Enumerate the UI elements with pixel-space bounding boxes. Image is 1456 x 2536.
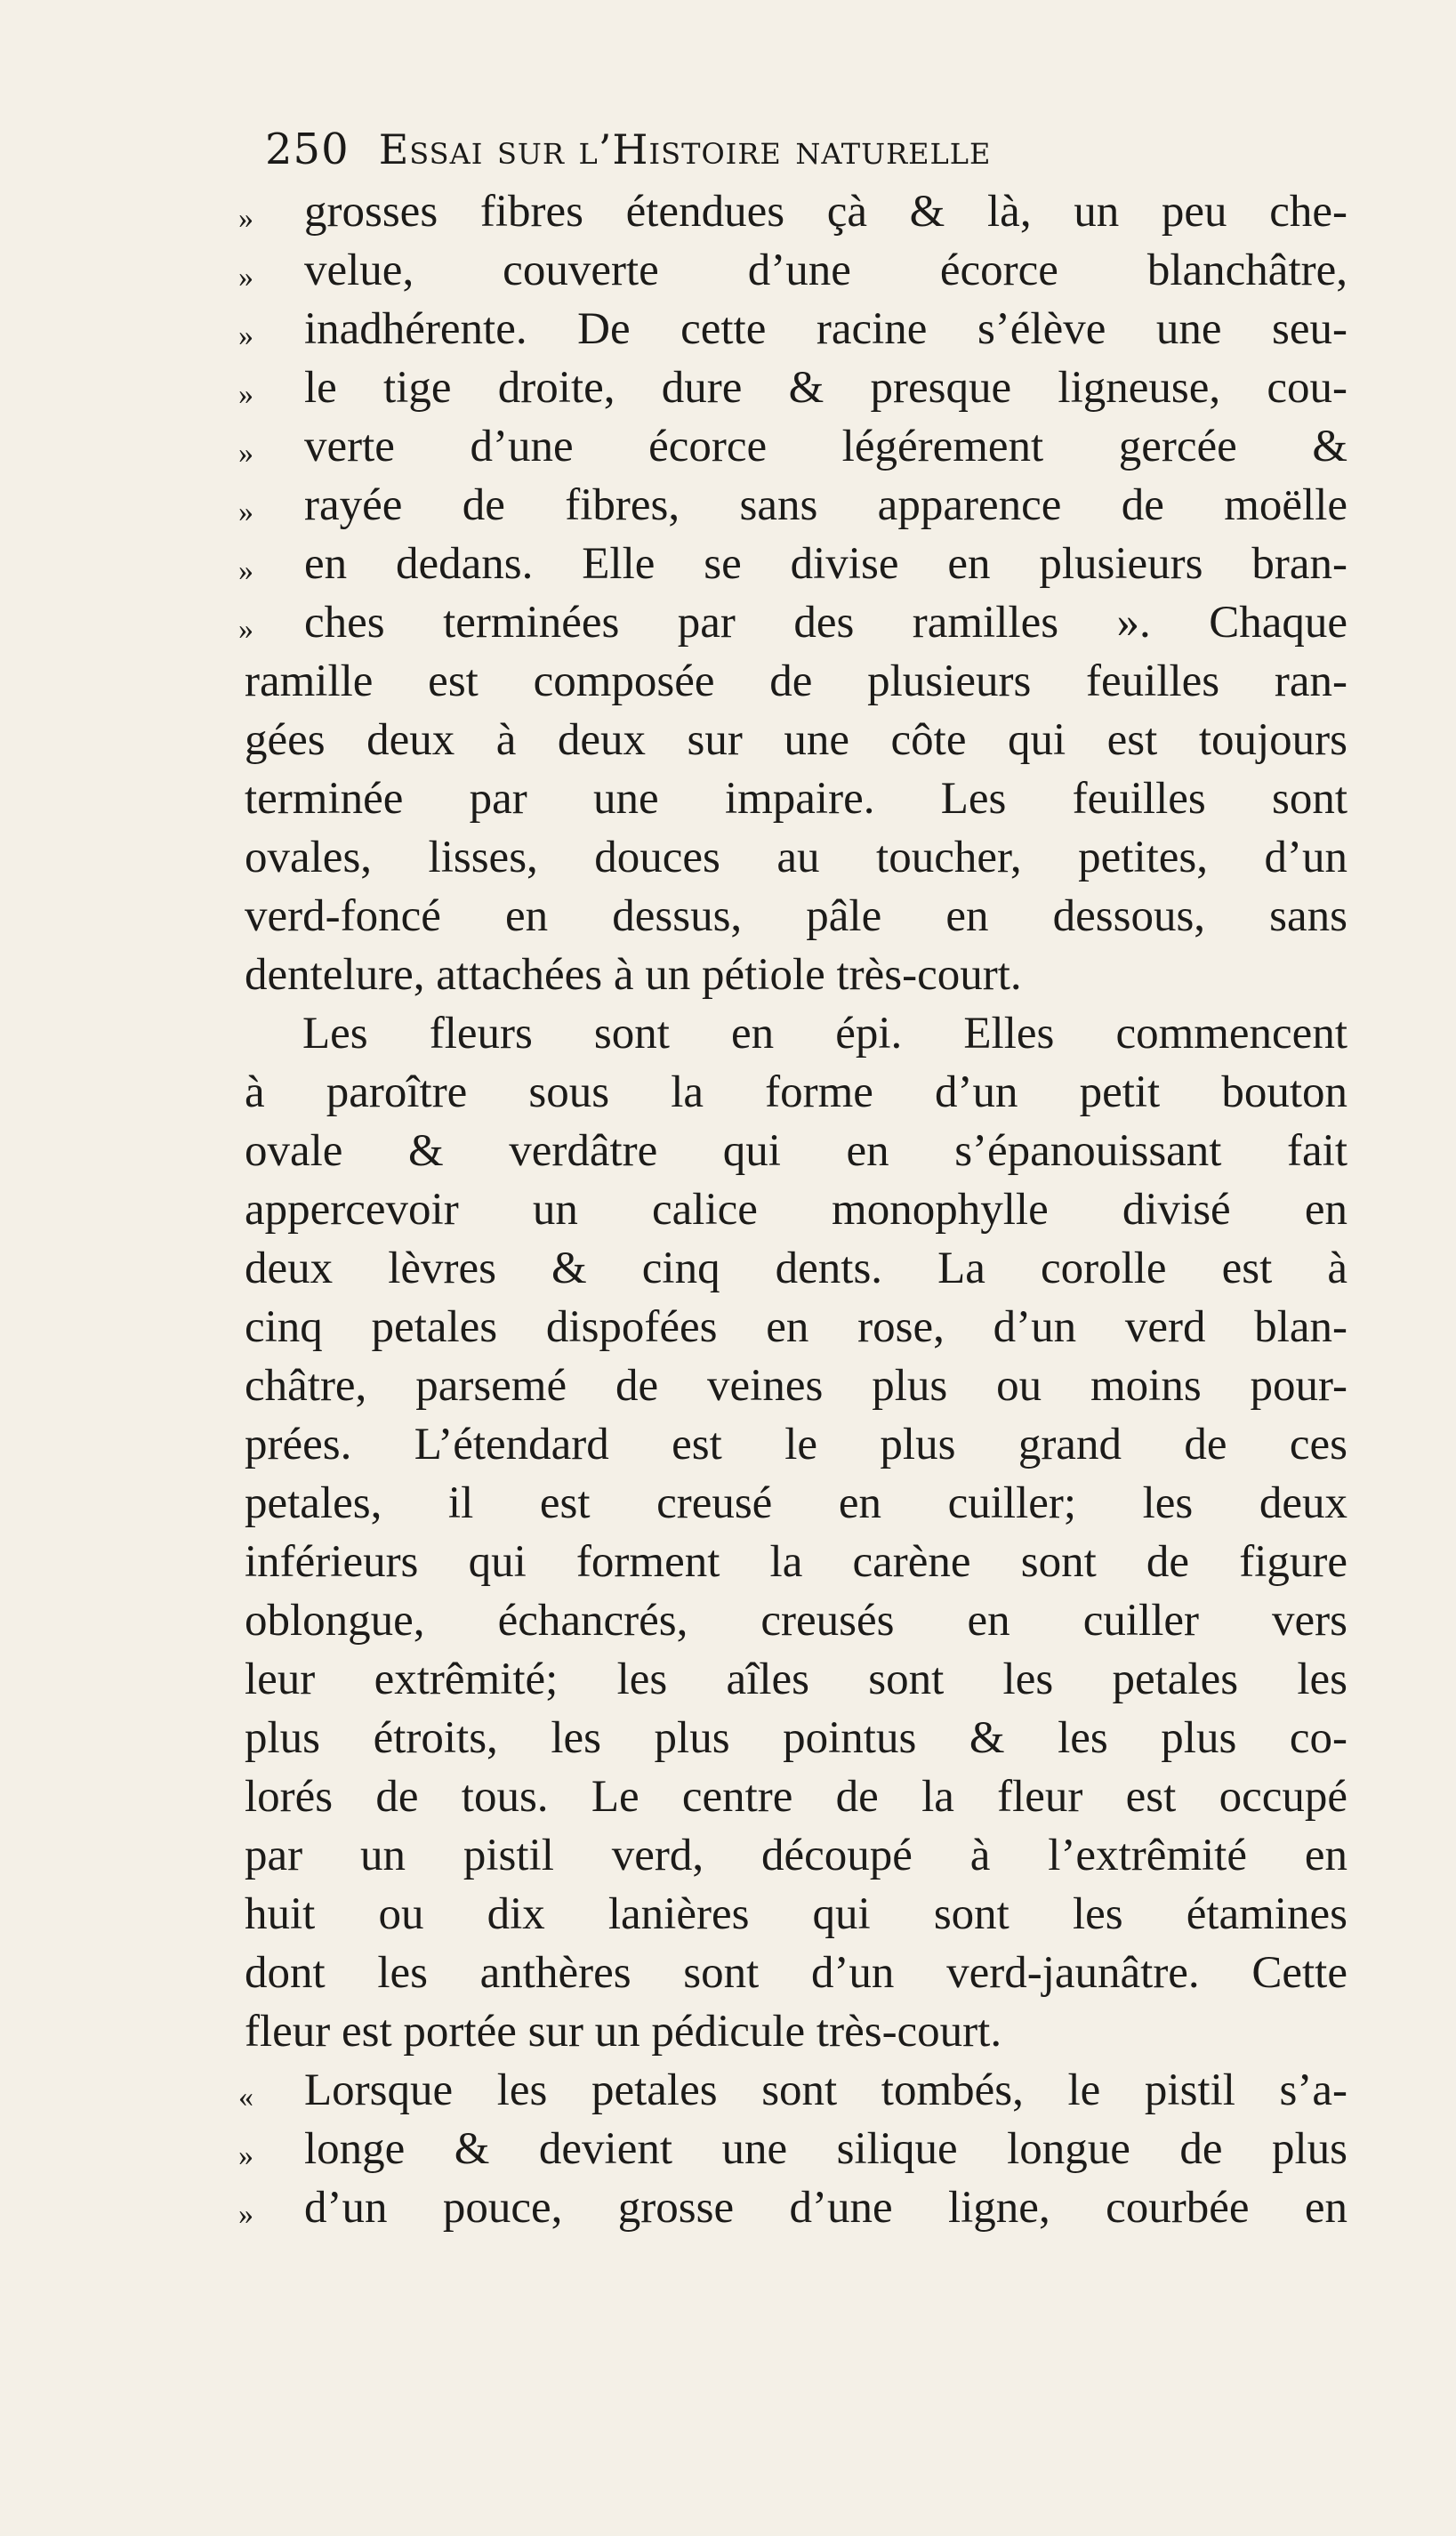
page-number: 250	[265, 125, 350, 174]
text-line: ramille est composée de plusieurs feuilles ran-	[245, 656, 1347, 706]
text-line: huit ou dix lanières qui sont les étamines	[245, 1889, 1347, 1939]
quote-mark-open: «	[238, 2081, 253, 2113]
text-line: ovales, lisses, douces au toucher, petites, d’un	[245, 833, 1347, 882]
text-line: oblongue, échancrés, creusés en cuiller vers	[245, 1596, 1347, 1646]
text-line: leur extrêmité; les aîles sont les petales les	[245, 1654, 1347, 1704]
quote-mark: »	[238, 2198, 253, 2231]
text-line: lorés de tous. Le centre de la fleur est occupé	[245, 1772, 1347, 1822]
text-line: dentelure, attachées à un pétiole très-court.	[245, 950, 1022, 1000]
running-title: Essai sur l’Histoire naturelle	[378, 125, 992, 173]
quote-mark: »	[238, 2139, 253, 2172]
text-line: châtre, parsemé de veines plus ou moins pour-	[245, 1361, 1347, 1411]
page-header	[265, 125, 1243, 187]
text-line: inadhérente. De cette racine s’élève une seu-	[304, 304, 1347, 354]
text-line: velue, couverte d’une écorce blanchâtre,	[304, 246, 1347, 295]
text-line: deux lèvres & cinq dents. La corolle est à	[245, 1244, 1347, 1293]
text-line: dont les anthères sont d’un verd-jaunâtre. Cette	[245, 1948, 1347, 1998]
text-line: petales, il est creusé en cuiller; les deux	[245, 1478, 1347, 1528]
text-line: plus étroits, les plus pointus & les plus co-	[245, 1713, 1347, 1763]
text-line: verte d’une écorce légérement gercée &	[304, 422, 1347, 471]
text-line: fleur est portée sur un pédicule très-court.	[245, 2007, 1002, 2057]
text-line: gées deux à deux sur une côte qui est toujours	[245, 715, 1347, 765]
text-line: à paroître sous la forme d’un petit bouton	[245, 1067, 1347, 1117]
text-line: en dedans. Elle se divise en plusieurs bran-	[304, 539, 1347, 589]
text-line: ovale & verdâtre qui en s’épanouissant fait	[245, 1126, 1347, 1176]
text-line: ches terminées par des ramilles ». Chaque	[304, 598, 1347, 648]
quote-mark: »	[238, 378, 253, 411]
text-line: appercevoir un calice monophylle divisé en	[245, 1185, 1347, 1235]
paragraph-start-line: Les fleurs sont en épi. Elles commencent	[302, 1009, 1347, 1059]
quote-mark: »	[238, 495, 253, 528]
quote-mark: »	[238, 261, 253, 294]
text-line: grosses fibres étendues çà & là, un peu che-	[304, 187, 1347, 237]
text-line: inférieurs qui forment la carène sont de figure	[245, 1537, 1347, 1587]
text-line: Lorsque les petales sont tombés, le pistil s’a-	[304, 2065, 1347, 2115]
text-line: longe & devient une silique longue de plus	[304, 2124, 1347, 2174]
text-line: verd-foncé en dessus, pâle en dessous, sans	[245, 891, 1347, 941]
text-line: rayée de fibres, sans apparence de moëlle	[304, 480, 1347, 530]
text-line: prées. L’étendard est le plus grand de ces	[245, 1420, 1347, 1469]
text-line: par un pistil verd, découpé à l’extrêmité en	[245, 1831, 1347, 1880]
text-line: terminée par une impaire. Les feuilles sont	[245, 774, 1347, 824]
quote-mark: »	[238, 613, 253, 646]
quote-mark: »	[238, 437, 253, 470]
text-line: d’un pouce, grosse d’une ligne, courbée en	[304, 2183, 1347, 2233]
quote-mark: »	[238, 202, 253, 235]
text-line: le tige droite, dure & presque ligneuse, cou-	[304, 363, 1347, 413]
text-line: cinq petales dispofées en rose, d’un verd blan-	[245, 1302, 1347, 1352]
quote-mark: »	[238, 319, 253, 352]
quote-mark: »	[238, 554, 253, 587]
